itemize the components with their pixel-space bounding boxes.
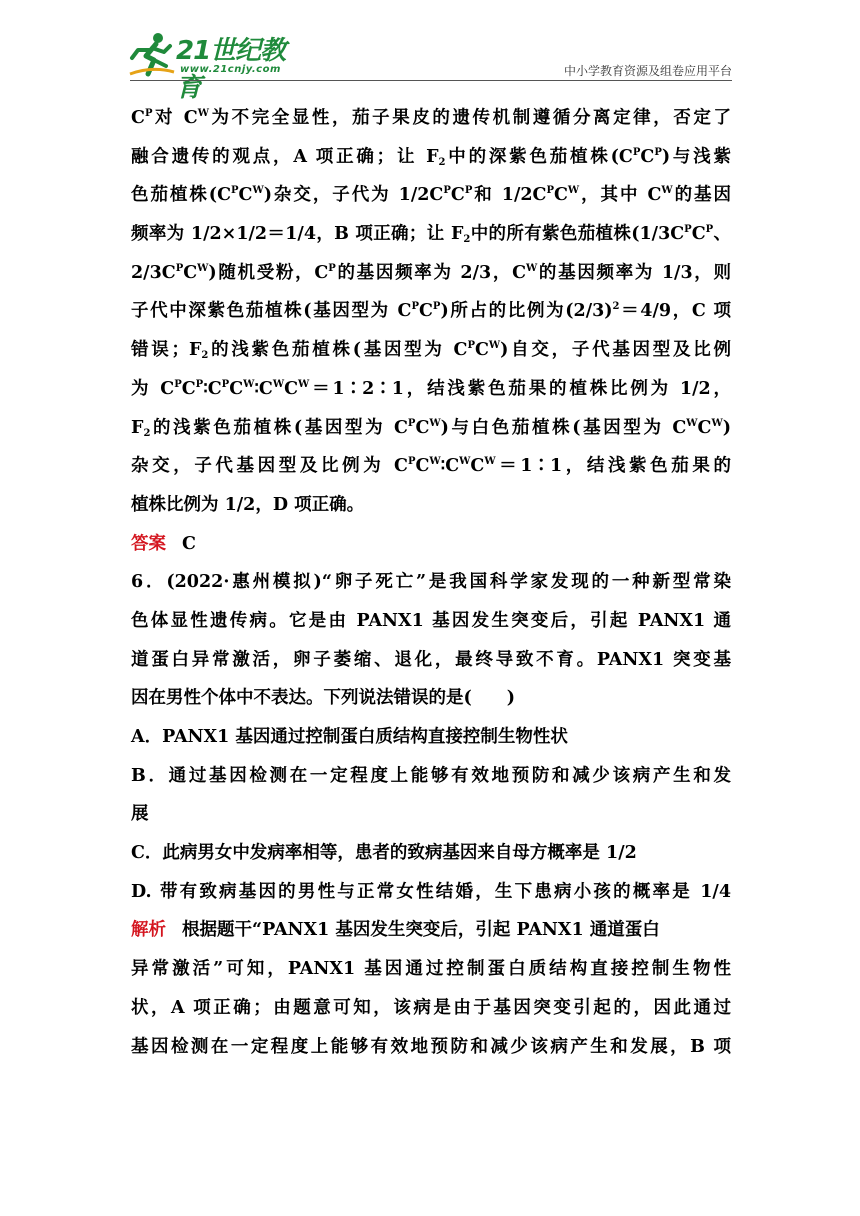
analysis-line: $F_2$的浅紫色茄植株(基因型为 $C^PC^W$)与白色茄植株(基因型为 $C^WC^W$) (131, 417, 731, 439)
analysis-line: 基因检测在一定程度上能够有效地预防和减少该病产生和发展，B 项 (131, 1036, 731, 1057)
analysis-line: 异常激活”可知，PANX1 基因通过控制蛋白质结构直接控制生物性 (131, 959, 731, 980)
analysis-line: 杂交，子代基因型及比例为 $C^PC^W∶C^WC^W=1∶1$，结浅紫色茄果的 (131, 456, 731, 477)
answer-label: 答案 (131, 533, 166, 554)
analysis-line: 融合遗传的观点，A 项正确；让 $F_2$中的深紫色茄植株$(C^PC^P)$与浅紫 (131, 146, 731, 168)
answer-value: C (182, 533, 196, 554)
option-c: C．此病男女中发病率相等，患者的致病基因来自母方概率是 1/2 (131, 843, 637, 864)
analysis-line: 植株比例为 1/2，D 项正确。 (131, 494, 365, 515)
analysis-line: 子代中深紫色茄植株(基因型为 $C^PC^P$)所占的比例为$(2/3)^2=4/9$，C 项 (131, 301, 731, 322)
option-b-cont: 展 (131, 804, 149, 825)
platform-name: 中小学教育资源及组卷应用平台 (563, 64, 732, 78)
logo-text: 21世纪教育 (176, 36, 286, 103)
option-a: A．PANX1 基因通过控制蛋白质结构直接控制生物性状 (131, 727, 568, 747)
question-stem: 6．(2022·惠州模拟)“卵子死亡”是我国科学家发现的一种新型常染 (131, 572, 731, 593)
site-logo[interactable] (128, 30, 298, 103)
logo-url: www.21cnjy.com (180, 64, 281, 75)
question-stem: 因在男性个体中不表达。下列说法错误的是( ) (131, 688, 516, 709)
analysis-label: 解析 (131, 920, 166, 941)
question-stem: 色体显性遗传病。它是由 PANX1 基因发生突变后，引起 PANX1 通 (131, 610, 731, 631)
analysis-line: $2/3C^PC^W$)随机受粉，$C^P$的基因频率为 2/3，$C^W$的基因频率为 1/3，则 (131, 262, 732, 283)
option-b: B．通过基因检测在一定程度上能够有效地预防和减少该病产生和发 (131, 765, 731, 786)
question-stem: 道蛋白异常激活，卵子萎缩、退化，最终导致不育。PANX1 突变基 (131, 649, 731, 670)
analysis-line: 频率为 1/2×1/2＝1/4，B 项正确；让 $F_2$中的所有紫色茄植株($1/3C^PC^P$、 (131, 224, 732, 246)
analysis-line: 状，A 项正确；由题意可知，该病是由于基因突变引起的，因此通过 (131, 997, 731, 1018)
page-header (0, 0, 860, 103)
runner-icon (128, 30, 176, 78)
document-body (131, 99, 731, 1066)
analysis-line: 解析 根据题干“PANX1 基因发生突变后，引起 PANX1 通道蛋白 (131, 920, 660, 941)
option-d: D. 带有致病基因的男性与正常女性结婚，生下患病小孩的概率是 1/4 (131, 881, 731, 902)
analysis-line: 错误；$F_2$的浅紫色茄植株(基因型为 $C^PC^W$)自交，子代基因型及比例 (131, 340, 731, 362)
analysis-line: 色茄植株$(C^PC^W)$杂交，子代为 $1/2C^PC^P$和 $1/2C^PC^W$，其中 $C^W$的基因 (131, 185, 731, 206)
analysis-line: $C^P$对 $C^W$为不完全显性，茄子果皮的遗传机制遵循分离定律，否定了 (131, 108, 731, 128)
analysis-line: 为 $C^PC^P∶C^PC^W∶C^WC^W=1∶2∶1$，结浅紫色茄果的植株比例为 1/2， (131, 378, 731, 399)
header-divider (130, 80, 732, 81)
answer-line (131, 525, 731, 564)
